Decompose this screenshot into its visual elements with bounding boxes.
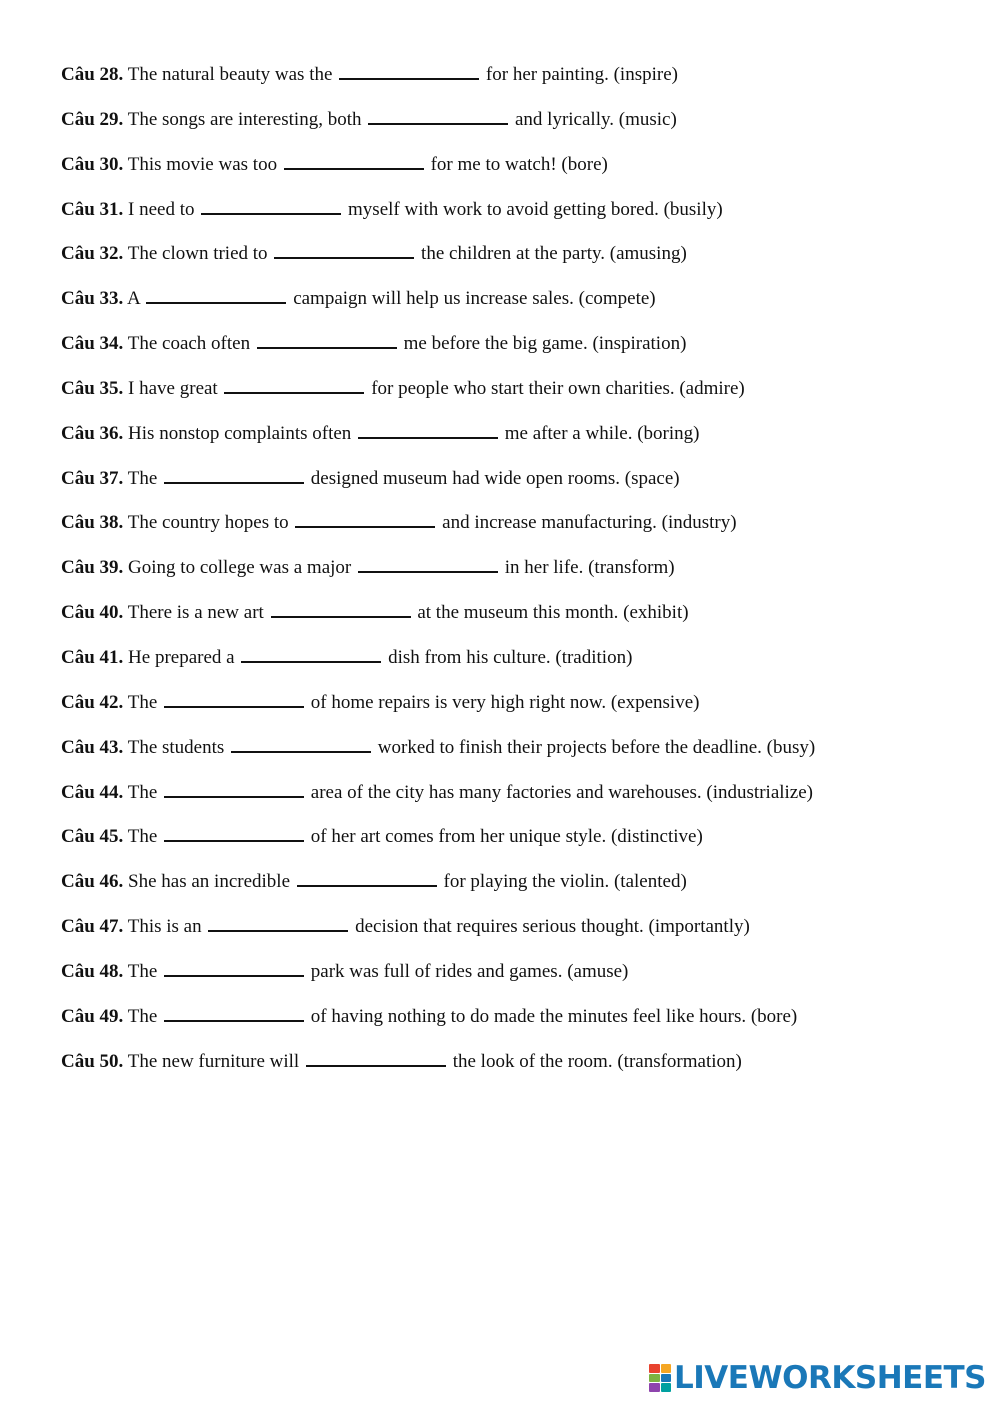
- answer-blank[interactable]: [164, 462, 304, 484]
- question-text-before: The: [127, 467, 158, 489]
- answer-blank[interactable]: [201, 193, 341, 215]
- logo-text: LIVEWORKSHEETS: [674, 1360, 986, 1396]
- question-item: [61, 686, 961, 731]
- question-item: [61, 820, 961, 865]
- question-text-after: decision that requires serious thought. (importantly): [355, 916, 750, 938]
- question-item: [61, 1000, 961, 1045]
- question-item: [61, 148, 961, 193]
- question-text-before: The natural beauty was the: [127, 64, 333, 85]
- question-item: [61, 58, 961, 103]
- question-text-after: and increase manufacturing. (industry): [442, 512, 737, 534]
- question-text-before: His nonstop complaints often: [128, 422, 352, 444]
- answer-blank[interactable]: [231, 731, 371, 753]
- question-number: Câu 38.: [61, 512, 124, 534]
- logo-mark-square: [649, 1374, 660, 1383]
- logo-mark-square: [661, 1374, 672, 1383]
- question-text-after: area of the city has many factories and warehouses. (industrialize): [310, 781, 814, 803]
- question-list: [61, 58, 961, 1089]
- question-number: Câu 50.: [61, 1050, 124, 1072]
- question-item: [61, 282, 961, 327]
- question-text-before: The: [127, 691, 158, 713]
- question-number: Câu 42.: [61, 691, 124, 713]
- question-text-before: The: [127, 826, 158, 848]
- question-text-before: The country hopes to: [127, 512, 289, 534]
- question-number: Câu 28.: [61, 64, 124, 85]
- answer-blank[interactable]: [297, 865, 437, 887]
- answer-blank[interactable]: [358, 417, 498, 439]
- answer-blank[interactable]: [241, 641, 381, 663]
- question-number: Câu 31.: [61, 198, 124, 220]
- question-text-before: Going to college was a major: [128, 557, 352, 579]
- answer-blank[interactable]: [224, 372, 364, 394]
- question-text-after: the look of the room. (transformation): [452, 1050, 742, 1072]
- logo-mark-square: [649, 1383, 660, 1392]
- answer-blank[interactable]: [164, 686, 304, 708]
- answer-blank[interactable]: [358, 551, 498, 573]
- answer-blank[interactable]: [208, 910, 348, 932]
- question-text-before: I need to: [128, 198, 195, 220]
- question-text-before: The new furniture will: [127, 1050, 300, 1072]
- question-text-before: I have great: [128, 377, 218, 399]
- question-number: Câu 30.: [61, 153, 124, 175]
- question-text-after: park was full of rides and games. (amuse): [310, 960, 629, 982]
- logo-mark-square: [661, 1383, 672, 1392]
- question-item: [61, 462, 961, 507]
- question-item: [61, 551, 961, 596]
- question-number: Câu 35.: [61, 377, 124, 399]
- question-number: Câu 43.: [61, 736, 124, 758]
- question-text-before: The: [127, 960, 158, 982]
- question-item: [61, 1045, 961, 1090]
- question-text-before: He prepared a: [128, 646, 235, 668]
- question-text-before: The clown tried to: [127, 243, 268, 265]
- question-text-after: for me to watch! (bore): [430, 153, 608, 175]
- question-text-after: of home repairs is very high right now. (expensive): [310, 691, 700, 713]
- question-text-after: campaign will help us increase sales. (compete): [293, 288, 656, 310]
- question-number: Câu 39.: [61, 557, 124, 579]
- question-text-after: and lyrically. (music): [514, 108, 677, 130]
- question-number: Câu 46.: [61, 871, 124, 893]
- question-item: [61, 776, 961, 821]
- question-text-after: me before the big game. (inspiration): [403, 333, 687, 355]
- question-item: [61, 327, 961, 372]
- question-text-before: This is an: [127, 916, 202, 938]
- answer-blank[interactable]: [295, 506, 435, 528]
- question-item: [61, 372, 961, 417]
- question-text-after: for her painting. (inspire): [485, 64, 678, 85]
- question-text-after: worked to finish their projects before the deadline. (busy): [377, 736, 816, 758]
- answer-blank[interactable]: [339, 58, 479, 80]
- question-item: [61, 193, 961, 238]
- question-text-after: of having nothing to do made the minutes feel like hours. (bore): [310, 1005, 798, 1027]
- question-item: [61, 865, 961, 910]
- question-number: Câu 29.: [61, 108, 124, 130]
- question-number: Câu 37.: [61, 467, 124, 489]
- question-number: Câu 45.: [61, 826, 124, 848]
- question-number: Câu 47.: [61, 916, 124, 938]
- question-number: Câu 32.: [61, 243, 124, 265]
- answer-blank[interactable]: [164, 820, 304, 842]
- answer-blank[interactable]: [164, 776, 304, 798]
- question-number: Câu 41.: [61, 646, 124, 668]
- question-text-before: There is a new art: [127, 602, 264, 624]
- answer-blank[interactable]: [257, 327, 397, 349]
- question-number: Câu 33.: [61, 288, 124, 310]
- question-number: Câu 49.: [61, 1005, 124, 1027]
- question-text-after: for people who start their own charities. (admire): [371, 377, 745, 399]
- question-item: [61, 910, 961, 955]
- answer-blank[interactable]: [306, 1045, 446, 1067]
- question-item: [61, 596, 961, 641]
- question-number: Câu 40.: [61, 602, 124, 624]
- liveworksheets-logo-icon: [649, 1364, 671, 1392]
- question-item: [61, 955, 961, 1000]
- question-number: Câu 48.: [61, 960, 124, 982]
- answer-blank[interactable]: [368, 103, 508, 125]
- question-number: Câu 44.: [61, 781, 124, 803]
- question-text-after: designed museum had wide open rooms. (space): [310, 467, 680, 489]
- question-number: Câu 36.: [61, 422, 124, 444]
- question-item: [61, 103, 961, 148]
- answer-blank[interactable]: [271, 596, 411, 618]
- logo-mark-square: [661, 1364, 672, 1373]
- question-item: [61, 237, 961, 282]
- question-item: [61, 731, 961, 776]
- question-text-before: This movie was too: [127, 153, 278, 175]
- question-text-after: me after a while. (boring): [504, 422, 700, 444]
- question-text-before: The: [127, 1005, 158, 1027]
- question-number: Câu 34.: [61, 333, 124, 355]
- question-text-after: for playing the violin. (talented): [443, 871, 687, 893]
- question-item: [61, 506, 961, 551]
- answer-blank[interactable]: [164, 955, 304, 977]
- question-text-before: The coach often: [127, 333, 251, 355]
- question-text-before: The students: [127, 736, 225, 758]
- question-text-before: The: [127, 781, 158, 803]
- question-text-after: the children at the party. (amusing): [421, 243, 687, 265]
- question-text-after: of her art comes from her unique style. (distinctive): [310, 826, 703, 848]
- question-text-after: at the museum this month. (exhibit): [417, 602, 689, 624]
- answer-blank[interactable]: [146, 282, 286, 304]
- question-item: [61, 641, 961, 686]
- answer-blank[interactable]: [274, 237, 414, 259]
- question-text-before: The songs are interesting, both: [127, 108, 362, 130]
- answer-blank[interactable]: [284, 148, 424, 170]
- question-text-after: myself with work to avoid getting bored. (busily): [348, 198, 723, 220]
- question-text-after: dish from his culture. (tradition): [388, 646, 633, 668]
- question-text-before: A: [127, 288, 140, 310]
- liveworksheets-logo: [649, 1360, 986, 1396]
- question-text-after: in her life. (transform): [504, 557, 675, 579]
- answer-blank[interactable]: [164, 1000, 304, 1022]
- logo-mark-square: [649, 1364, 660, 1373]
- question-text-before: She has an incredible: [128, 871, 291, 893]
- question-item: [61, 417, 961, 462]
